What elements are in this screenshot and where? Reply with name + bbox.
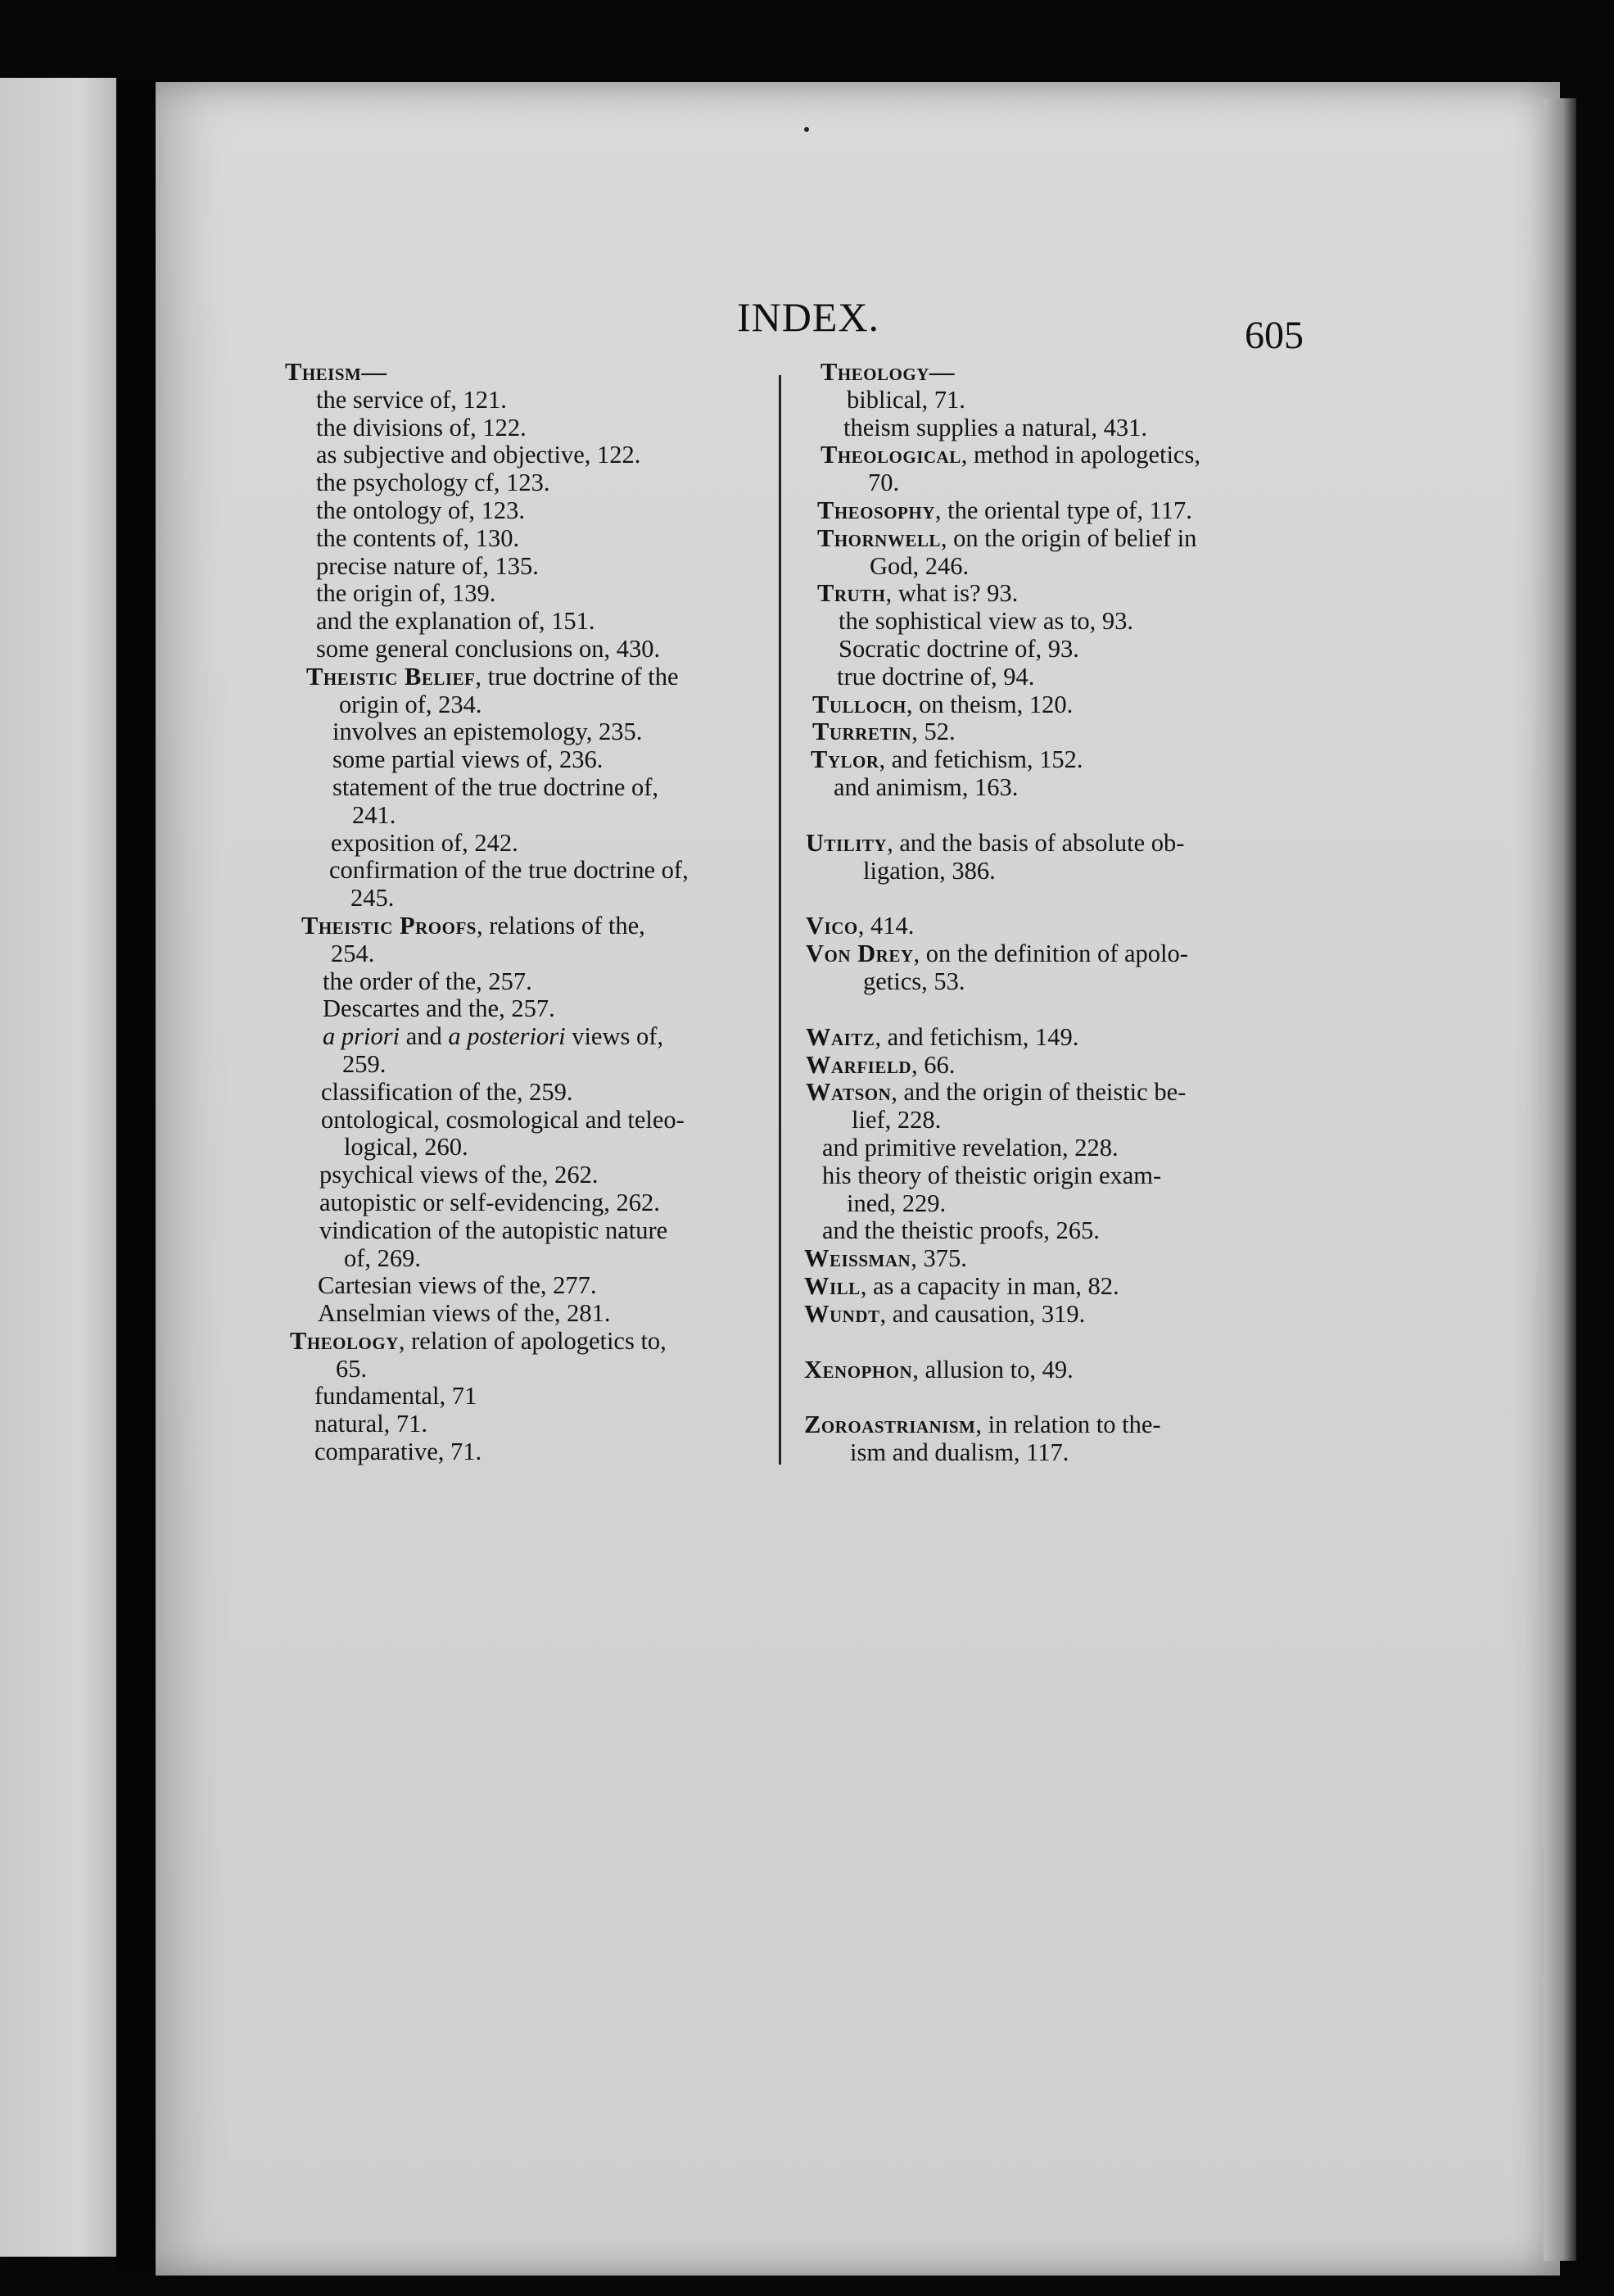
index-subentry-line: true doctrine of, 94. <box>837 662 1035 691</box>
index-subentry-line: and primitive revelation, 228. <box>822 1133 1119 1162</box>
index-subentry-line: of, 269. <box>344 1243 422 1272</box>
index-subentry-line: 259. <box>342 1049 387 1078</box>
index-heading-line: Truth, what is? 93. <box>817 579 1019 608</box>
index-heading-line: Watson, and the origin of theistic be- <box>806 1078 1187 1107</box>
index-heading-line: Zoroastrianism, in relation to the- <box>804 1411 1161 1439</box>
index-heading-line: Theism— <box>285 358 387 386</box>
index-subentry-line: as subjective and objective, 122. <box>316 441 641 469</box>
index-subentry-line: and the explanation of, 151. <box>316 607 595 636</box>
index-subentry-line: confirmation of the true doctrine of, <box>329 856 689 885</box>
index-subentry-line: God, 246. <box>870 551 970 580</box>
index-subentry-line: a priori and a posteriori views of, <box>323 1022 664 1051</box>
index-heading-line: Warfield, 66. <box>806 1050 956 1079</box>
index-subentry-line: the ontology of, 123. <box>316 496 525 524</box>
index-subentry-line: ism and dualism, 117. <box>850 1438 1069 1467</box>
index-subentry-line: psychical views of the, 262. <box>319 1161 599 1189</box>
index-subentry-line: origin of, 234. <box>339 690 482 718</box>
index-subentry-line: ligation, 386. <box>863 856 996 885</box>
entry-spacer <box>804 885 1312 913</box>
index-subentry-line: the contents of, 130. <box>316 523 520 552</box>
index-heading-line: Turretin, 52. <box>812 718 956 746</box>
index-subentry-line: Descartes and the, 257. <box>323 994 555 1023</box>
index-subentry-line: comparative, 71. <box>314 1438 482 1466</box>
index-heading-line: Theistic Belief, true doctrine of the <box>306 662 679 691</box>
index-subentry-line: the order of the, 257. <box>323 967 532 995</box>
index-subentry-line: logical, 260. <box>344 1133 468 1162</box>
index-right-column <box>804 359 1312 1467</box>
index-heading-line: Weissman, 375. <box>804 1244 967 1273</box>
index-subentry-line: 70. <box>868 469 900 497</box>
index-heading-line: Theological, method in apologetics, <box>821 441 1200 469</box>
page-number: 605 <box>1245 314 1304 357</box>
index-subentry-line: precise nature of, 135. <box>316 551 539 580</box>
index-subentry-line: exposition of, 242. <box>331 828 518 857</box>
index-subentry-line: and animism, 163. <box>834 772 1019 801</box>
index-heading-line: Tylor, and fetichism, 152. <box>811 745 1083 774</box>
index-subentry-line: involves an epistemology, 235. <box>332 718 643 746</box>
index-heading-line: Wundt, and causation, 319. <box>804 1299 1086 1328</box>
index-subentry-line: classification of the, 259. <box>321 1077 573 1106</box>
index-heading-line: Thornwell, on the origin of belief in <box>817 523 1197 552</box>
index-subentry-line: 245. <box>350 884 395 913</box>
stray-ink-dot <box>804 127 809 132</box>
entry-spacer <box>804 1383 1312 1411</box>
index-heading-line: Vico, 414. <box>806 912 915 940</box>
index-subentry-line: the service of, 121. <box>316 385 507 414</box>
index-subentry-line: the origin of, 139. <box>316 579 496 608</box>
index-subentry-line: 241. <box>352 800 396 829</box>
index-subentry-line: autopistic or self-evidencing, 262. <box>319 1188 660 1216</box>
index-heading-line: Theosophy, the oriental type of, 117. <box>817 496 1192 524</box>
index-subentry-line: 65. <box>336 1354 368 1383</box>
entry-spacer <box>804 802 1312 830</box>
index-heading-line: Xenophon, allusion to, 49. <box>804 1355 1074 1383</box>
entry-spacer <box>804 996 1312 1024</box>
facing-page-edge <box>0 78 116 2257</box>
index-heading-line: Waitz, and fetichism, 149. <box>806 1022 1079 1051</box>
index-subentry-line: 254. <box>331 939 375 967</box>
entry-spacer <box>804 1329 1312 1356</box>
index-subentry-line: theism supplies a natural, 431. <box>843 413 1148 442</box>
index-subentry-line: some partial views of, 236. <box>332 745 604 774</box>
index-subentry-line: vindication of the autopistic nature <box>319 1216 668 1244</box>
book-gutter <box>116 78 156 2273</box>
index-subentry-line: his theory of theistic origin exam- <box>822 1161 1162 1189</box>
index-subentry-line: biblical, 71. <box>847 385 965 414</box>
page-fore-edge <box>1544 98 1576 2261</box>
page-title: INDEX. <box>737 294 880 340</box>
index-subentry-line: Socratic doctrine of, 93. <box>839 634 1079 663</box>
index-subentry-line: some general conclusions on, 430. <box>316 634 661 663</box>
index-heading-line: Utility, and the basis of absolute ob- <box>806 828 1185 857</box>
index-heading-line: Will, as a capacity in man, 82. <box>804 1271 1119 1300</box>
index-heading-line: Theology— <box>821 358 955 386</box>
index-heading-line: Tulloch, on theism, 120. <box>812 690 1074 718</box>
column-divider <box>779 375 781 1465</box>
index-subentry-line: and the theistic proofs, 265. <box>822 1216 1100 1245</box>
index-subentry-line: getics, 53. <box>863 967 965 995</box>
index-subentry-line: natural, 71. <box>314 1410 428 1438</box>
index-subentry-line: Cartesian views of the, 277. <box>318 1271 597 1300</box>
index-subentry-line: lief, 228. <box>852 1106 942 1134</box>
index-subentry-line: Anselmian views of the, 281. <box>318 1299 611 1328</box>
index-heading-line: Von Drey, on the definition of apolo- <box>806 940 1188 968</box>
index-subentry-line: statement of the true doctrine of, <box>332 772 659 801</box>
index-left-column <box>285 359 793 1466</box>
index-heading-line: Theology, relation of apologetics to, <box>290 1326 667 1355</box>
index-heading-line: Theistic Proofs, relations of the, <box>301 911 645 940</box>
index-subentry-line: fundamental, 71 <box>314 1382 477 1411</box>
index-subentry-line: the psychology cf, 123. <box>316 469 550 497</box>
index-subentry-line: the sophistical view as to, 93. <box>839 607 1134 636</box>
index-subentry-line: the divisions of, 122. <box>316 413 527 442</box>
index-subentry-line: ined, 229. <box>847 1189 947 1217</box>
index-subentry-line: ontological, cosmological and teleo- <box>321 1105 685 1134</box>
